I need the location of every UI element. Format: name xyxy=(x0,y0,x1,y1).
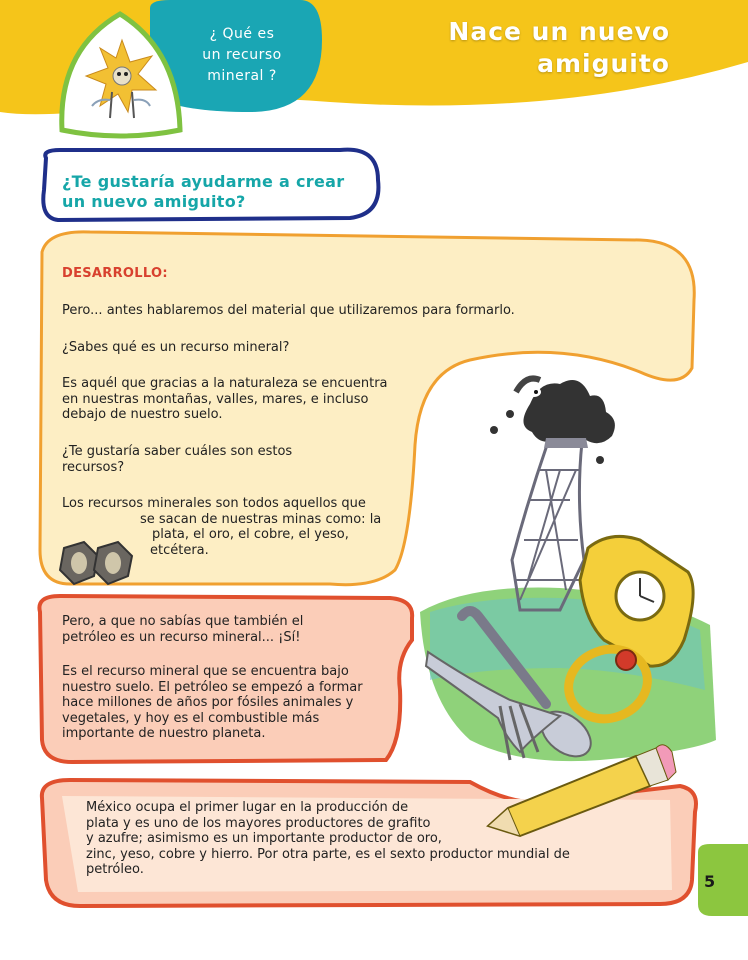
text-line: ¿Te gustaría saber cuáles son estos xyxy=(62,444,293,459)
text-line: nuestro suelo. El petróleo se empezó a formar xyxy=(62,679,363,695)
text-line: petróleo es un recurso mineral... ¡Sí! xyxy=(62,629,301,645)
text-line: plata, el oro, el cobre, el yeso, xyxy=(152,527,349,542)
text-line: en nuestras montañas, valles, mares, e incluso xyxy=(62,391,369,407)
text-line: plata y es uno de los mayores productores de grafito xyxy=(86,815,431,831)
paragraph: ¿Sabes qué es un recurso mineral? xyxy=(62,340,290,355)
paragraph xyxy=(62,614,402,645)
question-text xyxy=(62,172,372,212)
text-line: Pero, a que no sabías que también el xyxy=(62,614,304,629)
text-line: Es el recurso mineral que se encuentra bajo xyxy=(62,664,349,679)
text-line: debajo de nuestro suelo. xyxy=(62,407,223,422)
paragraph: Pero... antes hablaremos del material que utilizaremos para formarlo. xyxy=(62,303,515,318)
title-line: amiguito xyxy=(537,49,670,78)
bubble-line: un recurso xyxy=(202,47,282,63)
text-line: Los recursos minerales son todos aquellos que xyxy=(62,496,366,511)
page-number: 5 xyxy=(704,872,716,891)
bubble-line: mineral ? xyxy=(207,68,277,84)
question-line: un nuevo amiguito? xyxy=(62,192,246,211)
text-line: vegetales, y hoy es el combustible más xyxy=(62,710,320,726)
page-title xyxy=(370,16,670,80)
section-label: DESARROLLO: xyxy=(62,266,168,281)
text-line: Es aquél que gracias a la naturaleza se encuentra xyxy=(62,376,388,391)
paragraph xyxy=(62,376,442,423)
paragraph xyxy=(62,496,422,558)
text-line: y azufre; asimismo es un importante productor de oro, xyxy=(86,831,442,846)
paragraph xyxy=(86,800,686,878)
bubble-line: ¿ Qué es xyxy=(209,26,275,42)
text-line: etcétera. xyxy=(150,542,209,558)
title-line: Nace un nuevo xyxy=(448,17,670,46)
text-line: se sacan de nuestras minas como: la xyxy=(140,511,382,527)
paragraph xyxy=(62,444,422,475)
text-line: México ocupa el primer lugar en la producción de xyxy=(86,800,409,815)
text-line: zinc, yeso, cobre y hierro. Por otra parte, es el sexto productor mundial de xyxy=(86,846,570,862)
text-line: hace millones de años por fósiles animales y xyxy=(62,695,354,710)
question-bubble xyxy=(186,24,298,87)
text-line: recursos? xyxy=(62,459,125,475)
text-line: petróleo. xyxy=(86,862,144,877)
paragraph xyxy=(62,664,407,742)
text-line: importante de nuestro planeta. xyxy=(62,726,266,741)
question-line: ¿Te gustaría ayudarme a crear xyxy=(62,172,345,191)
